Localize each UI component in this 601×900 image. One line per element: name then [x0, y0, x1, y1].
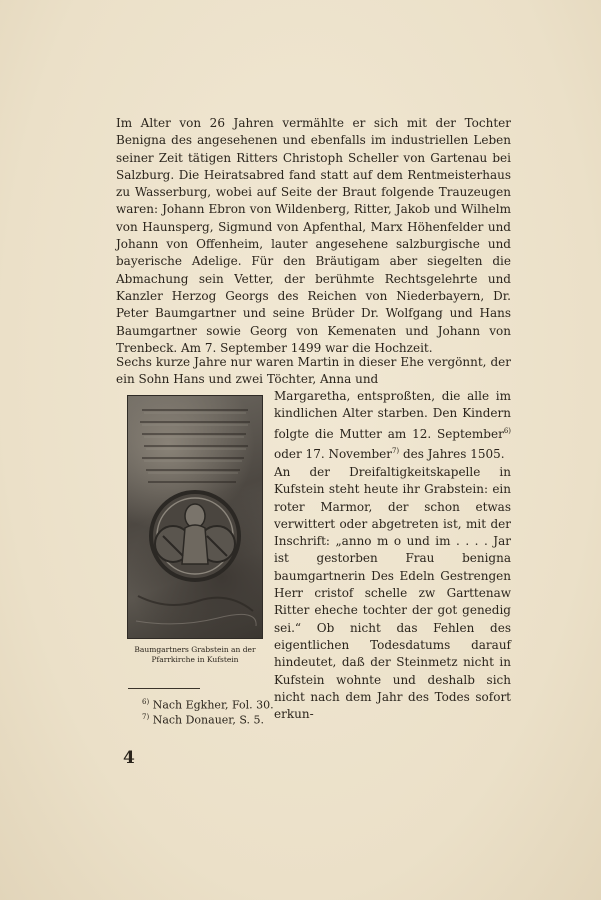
children-text-mid: oder 17. November [274, 446, 392, 461]
footnote-7-text: Nach Donauer, S. 5. [152, 713, 264, 727]
footnote-ref-6: 6) [503, 426, 511, 435]
children-text-end: des Jahres 1505. [399, 446, 505, 461]
paragraph-gravestone: An der Dreifaltigkeitskapelle in Kufstein steht heute ihr Grabstein: ein roter Marmor, der schon etwas verwittert oder abgetreten ist, mit der Inschrift: „anno m o und im . . . . Jar ist gestorben Frau benigna baumgartnerin Des Edeln Gestrengen Herr cristof schelle zw Garttenaw Ritter eheche tochter der got genedig sei.“ Ob nicht das Fehlen des eigentlichen Todesdatums darauf hindeutet, daß der Steinmetz nicht in Kufstein wohnte und deshalb sich nicht nach dem Jahr des Todes sofort erkun- [274, 465, 511, 722]
page-number: 4 [123, 748, 135, 768]
footnote-7 [142, 710, 264, 728]
footnote-6-text: Nach Egkher, Fol. 30. [152, 698, 274, 712]
children-text-start: Margaretha, entsproßten, die alle im kindlichen Alter starben. Den Kindern folgte die Mutter am 12. September [274, 389, 511, 441]
footnote-7-mark: 7) [142, 713, 150, 721]
paragraph-children-continued [274, 388, 511, 463]
gravestone-photo [127, 395, 263, 639]
footnote-divider [128, 688, 200, 689]
footnote-ref-7: 7) [391, 446, 400, 455]
footnote-6-mark: 6) [142, 698, 150, 706]
figure-caption: Baumgartners Grabstein an der Pfarrkirche in Kufstein [134, 645, 256, 664]
paragraph-children-intro: Sechs kurze Jahre nur waren Martin in dieser Ehe vergönnt, der ein Sohn Hans und zwei Töchter, Anna und [116, 355, 511, 387]
paragraph-marriage: Im Alter von 26 Jahren vermählte er sich mit der Tochter Benigna des angesehenen und ebenfalls im industriellen Leben seiner Zeit tätigen Ritters Christoph Scheller von Gartenau bei Salzburg. Die Heiratsabred fand statt auf dem Rentmeisterhaus zu Wasserburg, wobei auf Seite der Braut folgende Trauzeugen waren: Johann Ebron von Wildenberg, Ritter, Jakob und Wilhelm von Haunsperg, Sigmund von Apfenthal, Marx Höhenfelder und Johann von Offenheim, lauter angesehene salzburgische und bayerische Adelige. Für den Bräutigam aber siegelten die Abmachung sein Vetter, der berühmte Rechtsgelehrte und Kanzler Herzog Georgs des Reichen von Niederbayern, Dr. Peter Baumgartner und seine Brüder Dr. Wolfgang und Hans Baumgartner sowie Georg von Kemenaten und Johann von Trenbeck. Am 7. September 1499 war die Hochzeit. [116, 116, 511, 355]
gravestone-relief-image [128, 396, 262, 638]
